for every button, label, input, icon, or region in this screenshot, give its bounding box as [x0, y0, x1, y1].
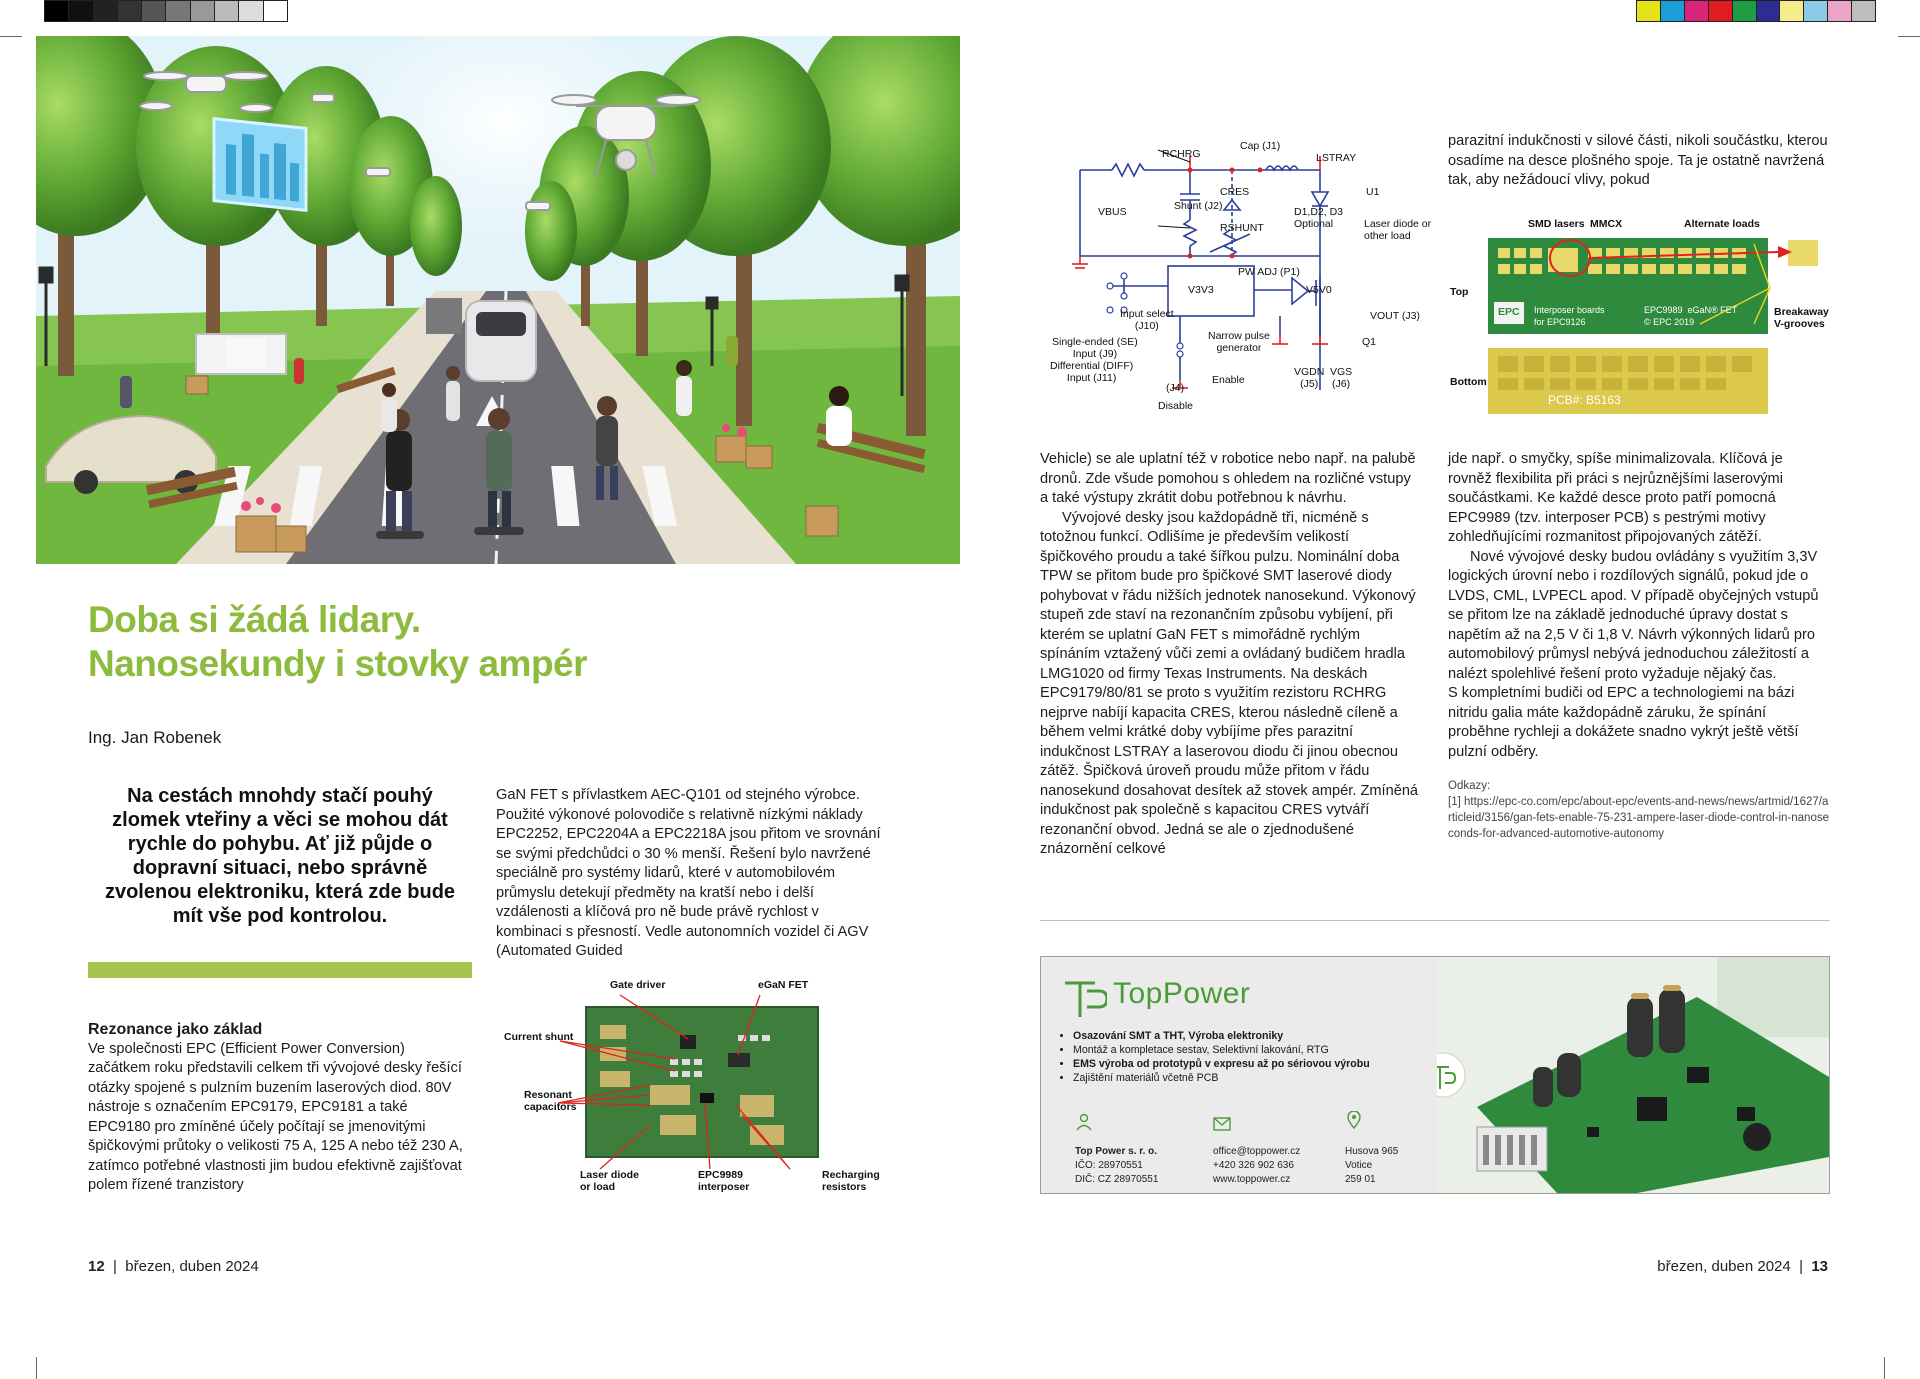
label-current-shunt: Current shunt: [504, 1031, 574, 1043]
column-1: [88, 1020, 468, 1196]
footer-separator: |: [1794, 1258, 1812, 1275]
issue-date-left: březen, duben 2024: [125, 1258, 259, 1275]
email-icon: [1213, 1115, 1231, 1133]
label-q1: Q1: [1362, 336, 1377, 348]
label-laser-load: Laser diode or other load: [1364, 218, 1432, 242]
page-footer-right: [1657, 1258, 1828, 1275]
person-icon: [1075, 1113, 1093, 1131]
label-top: Top: [1450, 286, 1469, 298]
label-cres: CRES: [1220, 186, 1250, 198]
label-u1: U1: [1366, 186, 1380, 198]
location-pin-icon: [1345, 1111, 1363, 1129]
column-2-text: GaN FET s přívlastkem AEC-Q101 od stejného výrobce. Použité výkonové polovodiče s relativně nízkými náklady EPC2252, EPC2204A a EPC2218A jsou přitom ve srovnání se svými předchůdci o 30 % menší. Řešení bylo navržené speciálně pro systémy lidarů, které v automobilovém průmyslu detekují předměty na kratší nebo i delší vzdálenosti a klíčová pro ně bude právě rychlost v kombinaci s přesností. Vedle autonomních vozidel či AGV (Automated Guided: [496, 787, 881, 959]
issue-date-right: březen, duben 2024: [1657, 1258, 1791, 1275]
ad-email[interactable]: office@toppower.cz: [1213, 1146, 1301, 1157]
color-calibration-bar: [1636, 0, 1876, 22]
column-3-text: Vehicle) se ale uplatní též v robotice nebo např. na palubě dronů. Zde všude pomohou s ohledem na rozličné vstupy a také výstupy zkrátit dobu potřebnou k návrhu.: [1040, 451, 1416, 506]
ad-info-panel: [1041, 957, 1437, 1193]
ad-street: Husova 965: [1345, 1146, 1399, 1157]
label-vout: VOUT (J3): [1370, 310, 1420, 322]
label-rchrg: RCHRG: [1162, 148, 1201, 160]
circuit-schematic: [1040, 130, 1430, 440]
ad-services-list: [1059, 1029, 1448, 1085]
ad-dic: DIČ: CZ 28970551: [1075, 1174, 1159, 1185]
label-bottom: Bottom: [1450, 376, 1487, 388]
crop-mark: [1884, 1357, 1885, 1379]
section-divider: [1040, 920, 1830, 921]
footer-separator: |: [108, 1258, 126, 1275]
page-number-right: 13: [1811, 1258, 1828, 1275]
ad-website[interactable]: www.toppower.cz: [1213, 1174, 1291, 1185]
column-3-text-2: Vývojové desky jsou každopádně tři, nicméně s totožnou funkcí. Odlišíme je především velikostí špičkového proudu a také šířkou pulzu. Nominální doba TPW se přitom bude pro špičkové SMT laserové diody pohybovat v řádu nižších jednotek nanosekund. Výkonový stupeň zde staví na rezonančním způsobu vybíjení, při kterém se uplatní GaN FET s mimořádně rychlým spínáním vztažený vůči zemi a ovládaný budičem hradla LMG1020 od firmy Texas Instruments. Na deskách EPC9179/80/81 se proto s využitím rezistoru RCHRG nejprve nabíjí kapacita CRES, kterou následně cíleně a během velmi krátké doby vybíjíme přes parazitní indukčnost LSTRAY a laserovou diodu či jinou obecnou zátěž. Špičková úroveň proudu může přitom v řádu nanosekund dosahovat desítek až stovek ampér. Zmíněná indukčnost pak společně s kapacitou CRES vytváří rezonanční obvod. Jedná se ale o zjednodušené znázornění celkové: [1040, 509, 1419, 857]
pcb-photo-drawing: [1437, 957, 1829, 1193]
headline-line-1: Doba si žádá lidary.: [88, 599, 421, 640]
label-enable: Enable: [1212, 374, 1245, 386]
label-interposer: EPC9989 interposer: [698, 1169, 750, 1193]
ad-service-item: • Osazování SMT a THT, Výroba elektroniky: [1073, 1029, 1448, 1043]
column-1-text: Ve společnosti EPC (Efficient Power Conversion) začátkem roku představili celkem tři vývojové desky řešící otázky spojené s pulzním buzením laserových diod. 80V nástroje s označením EPC9179, EPC9181 a také EPC9180 pro zmíněné účely počítají se jmenovitými špičkovými průtoky o velikosti 75 A, 125 A nebo též 230 A, zatímco potřebné vlastnosti jim budou efektivně zajišťovat polem řízené tranzistory: [88, 1040, 463, 1193]
column-3: [1040, 450, 1422, 860]
label-vgs: VGS (J6): [1330, 366, 1353, 390]
label-narrow-pulse: Narrow pulse generator: [1208, 330, 1270, 354]
article-headline: [88, 598, 768, 686]
grayscale-calibration-bar: [44, 0, 288, 22]
label-epc-logo: EPC: [1498, 306, 1520, 318]
label-v3v3: V3V3: [1188, 284, 1214, 296]
toppower-advertisement[interactable]: [1040, 956, 1830, 1194]
ad-brand-name: TopPower: [1113, 977, 1251, 1010]
board-figure: [500, 975, 880, 1210]
column-4-top-text: parazitní indukčnosti v silové části, nikoli součástku, kterou osadíme na desce plošného spoje. Ta je ostatně navržená tak, aby nežádoucí vlivy, pokud: [1448, 133, 1828, 188]
label-gate-driver: Gate driver: [610, 979, 666, 991]
label-breakaway: Breakaway V-grooves: [1774, 306, 1829, 330]
ad-zip: 259 01: [1345, 1174, 1376, 1185]
label-differential: Differential (DIFF) Input (J11): [1050, 360, 1134, 384]
schematic-drawing: [1040, 130, 1430, 440]
label-pcb-number: PCB#: B5163: [1548, 393, 1621, 407]
interposer-figure: [1448, 214, 1838, 420]
crop-mark: [1898, 36, 1920, 37]
label-cap: Cap (J1): [1240, 140, 1281, 152]
references-title: Odkazy:: [1448, 780, 1491, 792]
label-disable: Disable: [1158, 400, 1194, 412]
label-rshunt: RSHUNT: [1220, 222, 1264, 234]
ad-service-item: • EMS výroba od prototypů v expresu až po sériovou výrobu: [1073, 1057, 1448, 1071]
ad-service-item: • Montáž a kompletace sestav, Selektivní lakování, RTG: [1073, 1043, 1448, 1057]
page-footer-left: [88, 1258, 259, 1275]
page-number-left: 12: [88, 1258, 105, 1275]
hero-illustration: [36, 36, 960, 564]
ad-ico: IČO: 28970551: [1075, 1160, 1143, 1171]
toppower-logo-icon: [1063, 979, 1107, 1019]
label-j4: (J4): [1166, 382, 1185, 394]
ad-company-name: Top Power s. r. o.: [1075, 1146, 1158, 1157]
label-smd-lasers: SMD lasers: [1528, 218, 1585, 230]
label-vgdn: VGDN (J5): [1294, 366, 1325, 390]
hero-scene: [36, 36, 960, 564]
label-recharging-resistors: Recharging resistors: [822, 1169, 880, 1193]
label-resonant-capacitors: Resonant capacitors: [524, 1089, 577, 1113]
lead-paragraph: Na cestách mnohdy stačí pouhý zlomek vteřiny a věci se mohou dát rychle do pohybu. Ať již půjde o dopravní situaci, nebo správně zvolenou elektroniku, která zde bude mít vše pod kontrolou.: [104, 785, 456, 927]
label-egan-fet: eGaN FET: [758, 979, 809, 991]
column-4-top: [1448, 132, 1830, 191]
label-lstray: LSTRAY: [1316, 152, 1357, 164]
label-vbus: VBUS: [1098, 206, 1127, 218]
column-4: [1448, 450, 1830, 842]
label-laser-diode: Laser diode or load: [580, 1169, 639, 1193]
column-2: [496, 786, 886, 962]
ad-service-item: • Zajištění materiálů včetně PCB: [1073, 1071, 1448, 1085]
ad-city: Votice: [1345, 1160, 1373, 1171]
label-alternate-loads: Alternate loads: [1684, 218, 1760, 230]
label-pw-adj: PW ADJ (P1): [1238, 266, 1300, 278]
column-4-text-2: Nové vývojové desky budou ovládány s využitím 3,3V logických úrovní nebo i rozdílových signálů, pokud jde o LVDS, CML, LVPECL apod. V případě obyčejných vstupů se přitom lze na základě jednoduché úpravy dostat s napětím až na 2,5 V či 1,8 V. Návrh výkonných lidarů pro automobilový průmysl nebývá jednoduchou záležitostí a nalézt spolehlivé řešení proto vyžaduje nějaký čas.: [1448, 548, 1819, 682]
reference-1[interactable]: [1] https://epc-co.com/epc/about-epc/events-and-news/news/artmid/1627/articleid/3156/gan-fets-enable-75-231-ampere-laser-diode-control-in-nanoseconds-for-advanced-automotive-autonomy: [1448, 796, 1829, 840]
label-board-epc9989: EPC9989 eGaN® FET © EPC 2019: [1644, 305, 1738, 327]
crop-mark: [36, 1357, 37, 1379]
column-4-text: jde např. o smyčky, spíše minimalizovala. Klíčová je rovněž flexibilita při práci s nejrůznějšími laserovými součástkami. Ke každé desce proto patří pomocná EPC9989 (tzv. interposer PCB) s pestrými motivy zohledňujícími rozmanitost připojovaných zátěží.: [1448, 451, 1783, 545]
label-board-interposer: Interposer boards for EPC9126: [1534, 305, 1605, 327]
subheading: Rezonance jako základ: [88, 1021, 263, 1038]
ad-phone[interactable]: +420 326 902 636: [1213, 1160, 1294, 1171]
author-byline: Ing. Jan Robenek: [88, 728, 222, 747]
column-4-text-3: S kompletními budiči od EPC a technologiemi na bázi nitridu galia máte každopádně záruku, že spínání proběhne rychleji a dokážete snadno vykrýt ještě větší pulzní odběry.: [1448, 685, 1799, 760]
crop-mark: [0, 36, 22, 37]
ad-pcb-photo: [1437, 957, 1829, 1193]
accent-bar: [88, 962, 472, 978]
label-input-select: Input select (J10): [1120, 308, 1174, 332]
headline-line-2: Nanosekundy i stovky ampér: [88, 643, 588, 684]
label-v5v0: V5V0: [1306, 284, 1332, 296]
label-shunt: Shunt (J2): [1174, 200, 1223, 212]
label-diodes-optional: D1,D2, D3 Optional: [1294, 206, 1344, 230]
label-single-ended: Single-ended (SE) Input (J9): [1052, 336, 1138, 360]
label-mmcx: MMCX: [1590, 218, 1623, 230]
